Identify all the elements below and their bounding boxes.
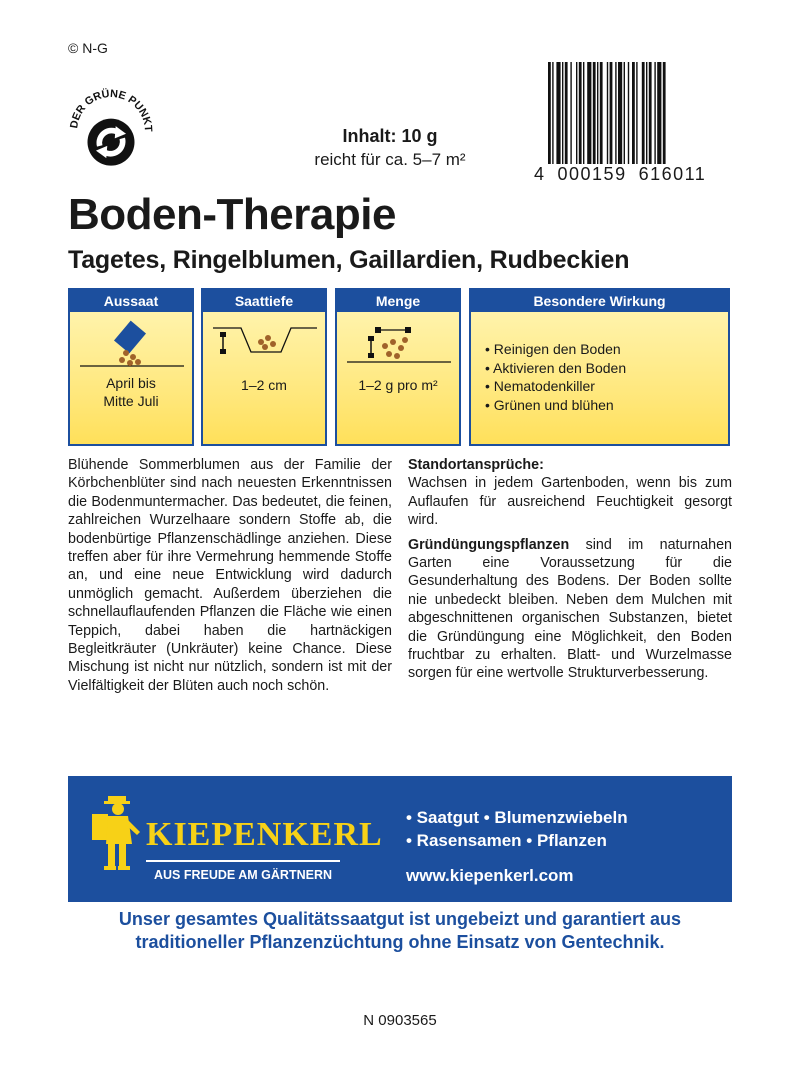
copyright-note: © N-G [68, 40, 108, 56]
coverage-area: reicht für ca. 5–7 m² [314, 150, 466, 169]
barcode-bar [649, 62, 652, 164]
green-manure-text: sind im naturnahen Garten eine Voraussetzung für die Gesunderhaltung des Bodens. Der Boden sollte nie unbedeckt bleiben. Neben dem Mulchen mit abgeschnittenen organischen Substanzen, bietet die Gründüngung eine Möglichkeit, den Boden fruchtbar zu erhalten. Blatt- und Wurzelmasse sorgen für eine wertvolle Strukturverbesserung. [408, 536, 732, 682]
info-box-sowing-depth [201, 288, 327, 446]
sowing-quantity-value: 1–2 g pro m² [358, 377, 438, 393]
effect-item: • Aktivieren den Boden [485, 359, 626, 378]
barcode-digit-group: 616011 [638, 164, 707, 184]
barcode-bar [610, 62, 613, 164]
barcode-bar [593, 62, 596, 164]
sowing-quantity-icon [345, 318, 453, 374]
seed-packet-icon [78, 318, 186, 374]
barcode-bar [657, 62, 661, 164]
info-box-quantity [335, 288, 461, 446]
barcode-bar [583, 62, 584, 164]
barcode-bar [556, 62, 560, 164]
description-left-column [68, 456, 392, 695]
sowing-time-line1: April bis [106, 375, 156, 391]
barcode-digit-group: 000159 [557, 164, 627, 184]
contents-info [260, 126, 520, 170]
barcode-bar [587, 62, 591, 164]
barcode-bar [565, 62, 568, 164]
description-right-column [408, 456, 732, 683]
barcode-bar [552, 62, 553, 164]
barcode-bar [607, 62, 608, 164]
brand-product-list [406, 806, 628, 852]
barcode-bar [548, 62, 551, 164]
barcode-bar [579, 62, 582, 164]
barcode-bar [562, 62, 563, 164]
barcode-bar [646, 62, 647, 164]
barcode-bar [570, 62, 571, 164]
sowing-depth-icon [211, 318, 319, 374]
product-subtitle: Tagetes, Ringelblumen, Gaillardien, Rudbeckien [68, 246, 630, 274]
brand-product-line: • Saatgut • Blumenzwiebeln [406, 808, 628, 827]
net-weight: Inhalt: 10 g [342, 126, 438, 146]
barcode-digit-group: 4 [534, 164, 546, 184]
effect-list [485, 340, 626, 414]
green-manure-paragraph [408, 536, 732, 683]
product-title: Boden-Therapie [68, 190, 396, 239]
barcode-bar [624, 62, 625, 164]
barcode-bar [642, 62, 645, 164]
quality-statement: Unser gesamtes Qualitätssaatgut ist ungebeizt und garantiert aus traditioneller Pflanzenzüchtung ohne Einsatz von Gentechnik. [118, 909, 682, 952]
effect-item: • Nematodenkiller [485, 377, 626, 396]
brand-website-link[interactable]: www.kiepenkerl.com [406, 866, 574, 885]
barcode-bar [663, 62, 666, 164]
description-paragraph: Blühende Sommerblumen aus der Familie der Körbchenblüter sind nach neuesten Erkenntnissen die Bodenmuntermacher. Das bedeutet, die feinen, zahlreichen Wurzelhaare sondern Stoffe ab, die bodenbürtige Pflanzenschädlinge anziehen. Diese treffen aber für ihre Vermehrung hemmende Stoffe an, und eine neue Entwicklung wird dadurch unmöglich gemacht. Außerdem überziehen die schnellauflaufenden Pflanzen die Fläche wie einen Teppich, dabei haben die hartnäckigen Begleitkräuter (Unkräuter) keine Chance. Diese Mischung ist nicht nur nützlich, sondern ist mit der Vielfältigkeit der Blüten auch noch schön. [68, 457, 392, 694]
info-box-header: Aussaat [70, 290, 192, 312]
green-manure-heading: Gründüngungspflanzen [408, 536, 570, 553]
brand-divider [146, 860, 340, 862]
info-box-header: Besondere Wirkung [471, 290, 728, 312]
barcode-digits [534, 164, 724, 185]
brand-product-line: • Rasensamen • Pflanzen [406, 831, 607, 850]
info-box-header: Saattiefe [203, 290, 325, 312]
article-number: N 0903565 [363, 1012, 437, 1029]
kiepenkerl-mascot-icon [88, 792, 144, 874]
info-box-sowing-time [68, 288, 194, 446]
info-box-special-effect [469, 288, 730, 446]
brand-slogan: AUS FREUDE AM GÄRTNERN [153, 868, 332, 882]
info-box-header: Menge [337, 290, 459, 312]
sowing-depth-value: 1–2 cm [241, 377, 287, 393]
svg-text:DER GRÜNE PUNKT: DER GRÜNE PUNKT [68, 87, 154, 133]
location-text: Wachsen in jedem Gartenboden, wenn bis zum Auflaufen für ausreichend Feuchtigkeit gesorgt wird. [408, 475, 732, 529]
barcode-bar [618, 62, 622, 164]
effect-item: • Reinigen den Boden [485, 340, 626, 359]
barcode-bar [615, 62, 616, 164]
barcode-bar [600, 62, 603, 164]
green-dot-recycling-icon [64, 82, 158, 176]
barcode-bar [632, 62, 635, 164]
barcode-bar [654, 62, 655, 164]
barcode-bar [597, 62, 598, 164]
effect-item: • Grünen und blühen [485, 396, 626, 415]
barcode [548, 62, 718, 164]
barcode-bar [636, 62, 637, 164]
sowing-time-line2: Mitte Juli [103, 393, 159, 409]
barcode-bar [576, 62, 577, 164]
location-heading: Standortansprüche: [408, 457, 544, 473]
brand-logo-text: KIEPENKERL [146, 816, 383, 853]
barcode-bar [628, 62, 629, 164]
